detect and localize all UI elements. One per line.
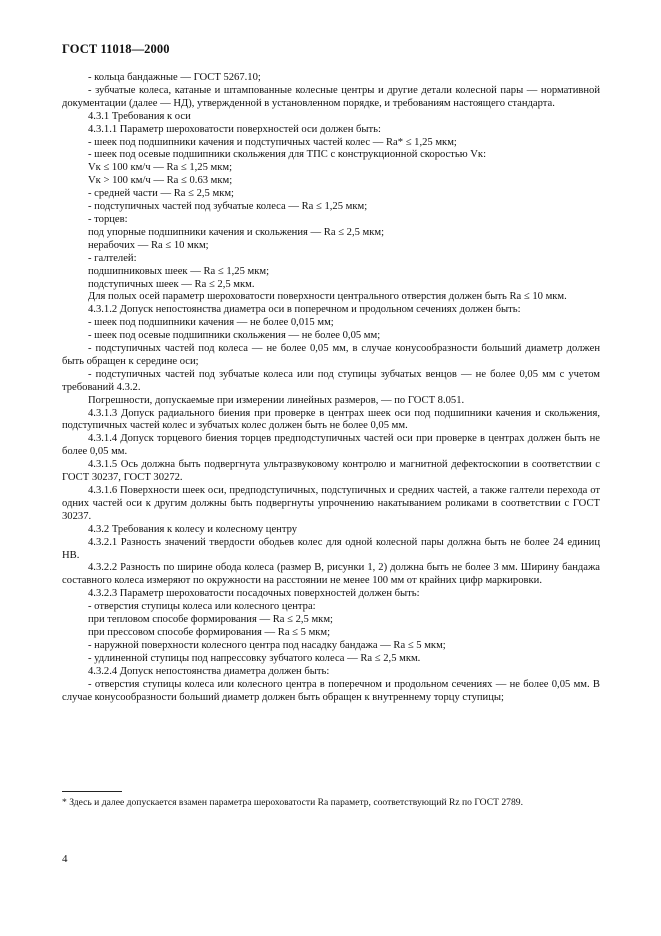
paragraph: - шеек под подшипники качения — не более 0,015 мм; <box>88 317 334 329</box>
paragraph: - подступичных частей под колеса — не более 0,05 мм, в случае конусообразности больший диаметр должен быть обращен к середине оси; <box>62 343 600 367</box>
paragraph: Vк ≤ 100 км/ч — Ra ≤ 1,25 мкм; <box>88 162 233 174</box>
paragraph: - отверстия ступицы колеса или колесного центра в поперечном и продольном сечениях — не более 0,05 мм. В случае конусообразности больший диаметр должен быть обращен к внутреннему торцу ступицы; <box>62 678 600 703</box>
paragraph: под упорные подшипники качения и скольжения — Ra ≤ 2,5 мкм; <box>88 226 385 238</box>
paragraph: - галтелей: <box>88 252 137 264</box>
paragraph: 4.3.1.5 Ось должна быть подвергнута ультразвуковому контролю и магнитной дефектоскопии в соответствии с ГОСТ 30237, ГОСТ 30272. <box>62 459 600 484</box>
paragraph: 4.3.2.1 Разность значений твердости ободьев колес для одной колесной пары должна быть не более 24 единиц НВ. <box>62 536 600 561</box>
paragraph: - шеек под подшипники качения и подступичных частей колес — Ra* ≤ 1,25 мкм; <box>88 136 457 148</box>
paragraph: 4.3.2.3 Параметр шероховатости посадочных поверхностей должен быть: <box>88 588 420 600</box>
paragraph: 4.3.2 Требования к колесу и колесному центру <box>88 523 298 535</box>
paragraph: - шеек под осевые подшипники скольжения — не более 0,05 мм; <box>88 330 381 342</box>
paragraph: Погрешности, допускаемые при измерении линейных размеров, — по ГОСТ 8.051. <box>88 394 465 406</box>
paragraph: - удлиненной ступицы под напрессовку зубчатого колеса — Ra ≤ 2,5 мкм. <box>88 652 421 664</box>
paragraph: Vк > 100 км/ч — Ra ≤ 0.63 мкм; <box>88 175 233 187</box>
paragraph: - отверстия ступицы колеса или колесного центра: <box>88 601 316 613</box>
paragraph: - средней части — Ra ≤ 2,5 мкм; <box>88 188 235 200</box>
paragraph: 4.3.1.3 Допуск радиального биения при проверке в центрах шеек оси под подшипники качения и скольжения, подступичных частей колес и зубчатых колес должен быть не более 0,05 мм. <box>62 407 600 432</box>
paragraph: 4.3.1.4 Допуск торцевого биения торцев предподступичных частей оси при проверке в центрах должен быть не более 0,05 мм. <box>62 433 600 458</box>
footnote-separator <box>62 791 122 792</box>
paragraph: 4.3.2.4 Допуск непостоянства диаметра должен быть: <box>88 665 330 677</box>
paragraph: - кольца бандажные — ГОСТ 5267.10; <box>88 72 261 83</box>
paragraph: при прессовом способе формирования — Ra ≤ 5 мкм; <box>88 626 331 638</box>
paragraph: - торцев: <box>88 213 128 225</box>
paragraph: Для полых осей параметр шероховатости поверхности центрального отверстия должен быть Ra ≤ 10 мкм. <box>88 291 567 303</box>
paragraph: - зубчатые колеса, катаные и штампованные колесные центры и другие детали колесной пары — нормативной документации (далее — НД), утвержденной в установленном порядке, и требованиям настоящего стандарта. <box>62 84 600 109</box>
paragraph: подшипниковых шеек — Ra ≤ 1,25 мкм; <box>88 265 270 277</box>
paragraph: - подступичных частей под зубчатые колеса — Ra ≤ 1,25 мкм; <box>88 201 368 213</box>
body-text <box>62 72 600 704</box>
paragraph: 4.3.1.2 Допуск непостоянства диаметра оси в поперечном и продольном сечениях должен быть: <box>88 304 521 316</box>
footnote: * Здесь и далее допускается взамен параметра шероховатости Ra параметр, соответствующий Rz по ГОСТ 2789. <box>62 797 523 808</box>
paragraph: - подступичных частей под зубчатые колеса или под ступицы зубчатых венцов — не более 0,05 мм с учетом требований 4.3.2. <box>62 368 600 393</box>
paragraph: 4.3.1 Требования к оси <box>88 110 191 122</box>
paragraph: подступичных шеек — Ra ≤ 2,5 мкм. <box>88 278 255 290</box>
paragraph: при тепловом способе формирования — Ra ≤ 2,5 мкм; <box>88 614 333 626</box>
paragraph: 4.3.1.1 Параметр шероховатости поверхностей оси должен быть: <box>88 123 381 135</box>
document-header: ГОСТ 11018—2000 <box>62 42 170 56</box>
paragraph: - шеек под осевые подшипники скольжения для ТПС с конструкционной скоростью Vк: <box>88 149 487 161</box>
paragraph: 4.3.2.2 Разность по ширине обода колеса (размер В, рисунки 1, 2) должна быть не более 3 мм. Ширину бандажа составного колеса измеряют по окружности на расстоянии не менее 100 мм от крайних цифр маркировки. <box>62 562 600 587</box>
page-number: 4 <box>62 853 68 865</box>
paragraph: 4.3.1.6 Поверхности шеек оси, предподступичных, подступичных и средних частей, а также галтели перехода от одних частей оси к другим должны быть подвергнуты упрочнению накатыванием роликами в соответствии с ГОСТ 30237. <box>62 485 600 522</box>
paragraph: нерабочих — Ra ≤ 10 мкм; <box>88 239 209 251</box>
paragraph: - наружной поверхности колесного центра под насадку бандажа — Ra ≤ 5 мкм; <box>88 639 446 651</box>
